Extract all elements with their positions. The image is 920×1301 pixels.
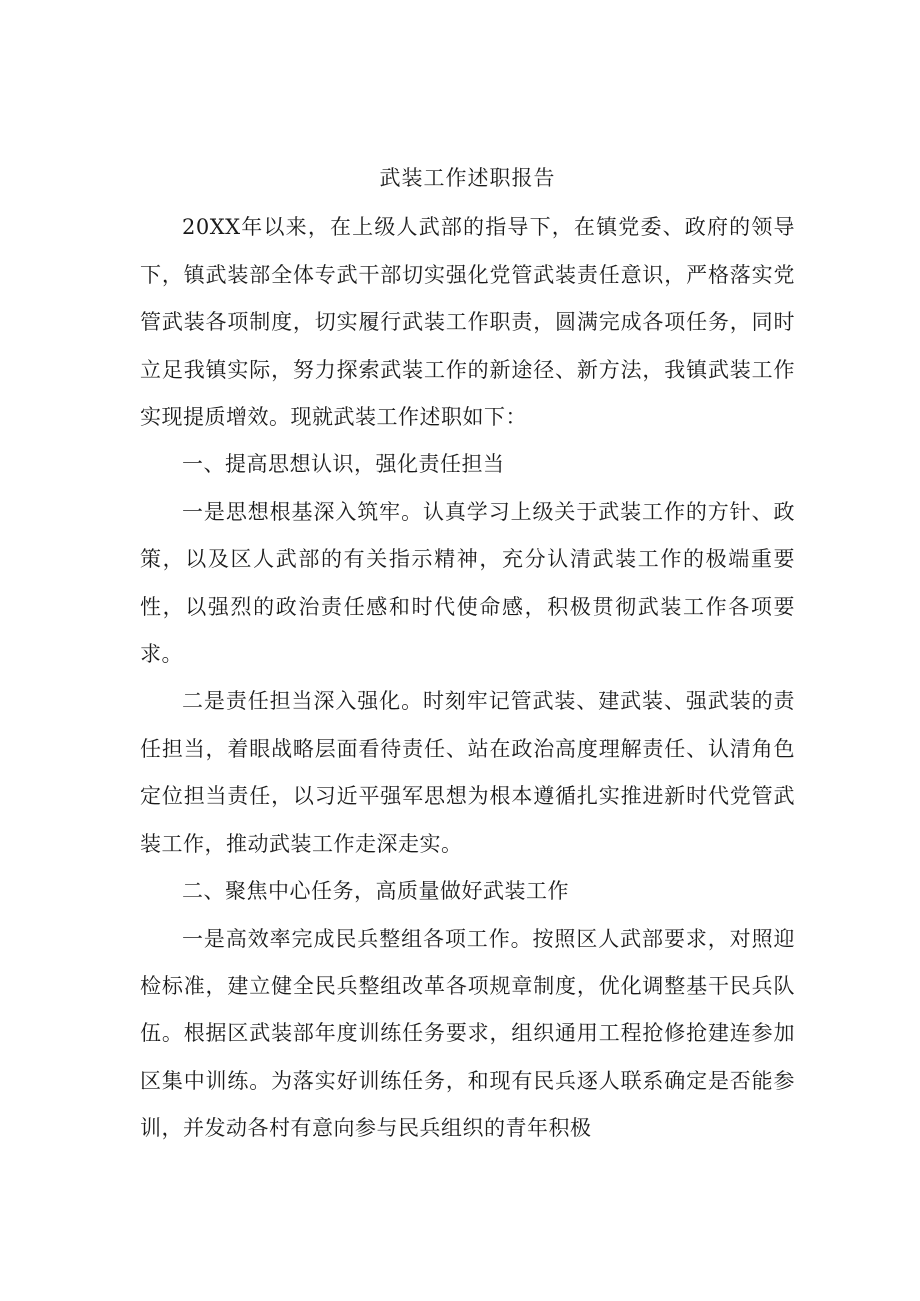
section-heading-1: 一、提高思想认识，强化责任担当 [182,452,505,477]
intro-paragraph: 20XX年以来，在上级人武部的指导下，在镇党委、政府的领导下，镇武装部全体专武干部切实强化党管武装责任意识，严格落实党管武装各项制度，切实履行武装工作职责，圆满完成各项任务，同时立足我镇实际，努力探索武装工作的新途径、新方法，我镇武装工作实现提质增效。现就武装工作述职如下： [140,215,795,430]
document-body [140,155,795,1153]
section-heading-2: 二、聚焦中心任务，高质量做好武装工作 [182,879,569,904]
document-title: 武装工作述职报告 [379,166,556,190]
paragraph-2-1: 一是高效率完成民兵整组各项工作。按照区人武部要求，对照迎检标准，建立健全民兵整组改革各项规章制度，优化调整基干民兵队伍。根据区武装部年度训练任务要求，组织通用工程抢修抢建连参加区集中训练。为落实好训练任务，和现有民兵逐人联系确定是否能参训，并发动各村有意向参与民兵组织的青年积极 [140,926,795,1141]
paragraph-1-2: 二是责任担当深入强化。时刻牢记管武装、建武装、强武装的责任担当，着眼战略层面看待责任、站在政治高度理解责任、认清角色定位担当责任，以习近平强军思想为根本遵循扎实推进新时代党管武装工作，推动武装工作走深走实。 [140,689,795,856]
paragraph-1-1: 一是思想根基深入筑牢。认真学习上级关于武装工作的方针、政策，以及区人武部的有关指示精神，充分认清武装工作的极端重要性，以强烈的政治责任感和时代使命感，积极贯彻武装工作各项要求。 [140,499,795,667]
